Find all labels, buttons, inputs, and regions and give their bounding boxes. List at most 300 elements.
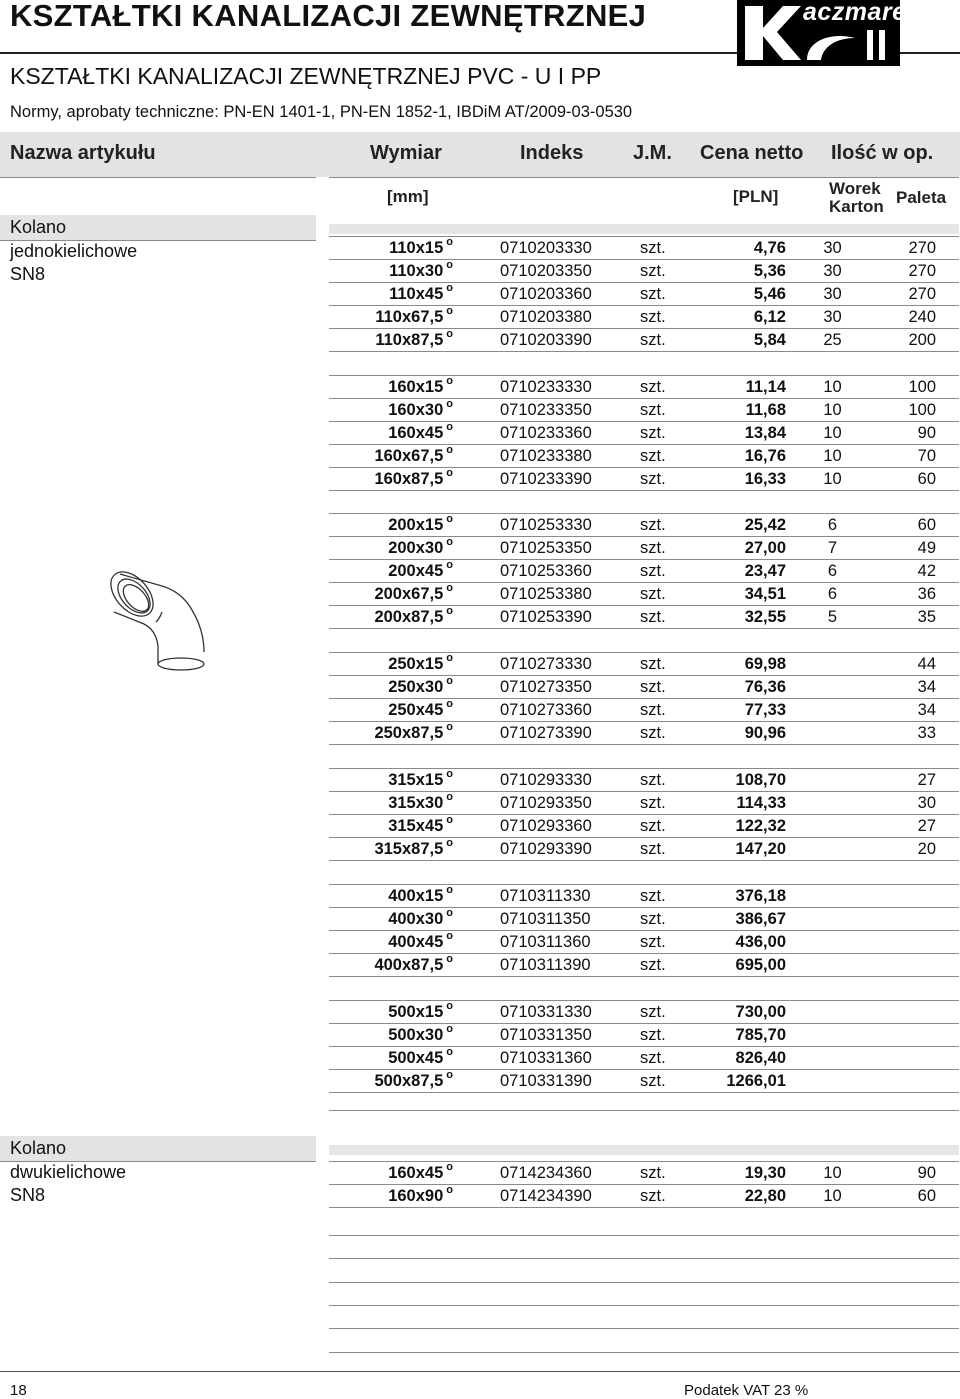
size-cell	[340, 1001, 453, 1023]
degree-icon: o	[446, 259, 453, 271]
size-cell	[340, 422, 453, 444]
price-cell: 32,55	[744, 608, 786, 626]
degree-icon: o	[446, 305, 453, 317]
bag-label: Worek	[829, 179, 881, 198]
unit-cell: szt.	[640, 539, 666, 557]
size-value: 110x67,5	[375, 308, 444, 326]
index-cell: 0710331330	[500, 1003, 592, 1021]
group-class: SN8	[10, 1185, 46, 1205]
size-cell	[340, 1047, 453, 1069]
pallet-qty-cell: 90	[917, 424, 936, 442]
size-value: 200x30	[388, 539, 444, 557]
price-cell: 826,40	[735, 1049, 786, 1067]
row-rule	[329, 628, 959, 629]
size-cell	[340, 1185, 453, 1207]
size-cell	[340, 653, 453, 675]
price-cell: 5,84	[753, 331, 786, 349]
size-cell	[340, 583, 453, 605]
price-cell: 4,76	[753, 239, 786, 257]
index-cell: 0710273350	[500, 678, 592, 696]
index-cell: 0710253330	[500, 516, 592, 534]
price-cell: 34,51	[744, 585, 786, 603]
size-value: 250x30	[388, 678, 444, 696]
index-cell: 0710233390	[500, 470, 592, 488]
price-cell: 11,14	[745, 378, 786, 396]
pallet-qty-cell: 42	[917, 562, 936, 580]
bag-qty-cell	[810, 815, 855, 837]
vat-note: Podatek VAT 23 %	[684, 1382, 809, 1399]
page-number: 18	[10, 1382, 27, 1399]
size-cell	[340, 885, 453, 907]
price-cell: 11,68	[745, 401, 786, 419]
pallet-qty-cell: 70	[917, 447, 936, 465]
size-cell	[340, 283, 453, 305]
price-cell: 6,12	[753, 308, 786, 326]
pallet-qty-cell	[880, 1024, 936, 1046]
price-cell: 27,00	[744, 539, 786, 557]
group-type: jednokielichowe	[10, 241, 138, 261]
bag-qty-cell	[810, 653, 855, 675]
bag-qty-cell	[810, 792, 855, 814]
unit-cell: szt.	[640, 1072, 666, 1090]
degree-icon: o	[446, 282, 453, 294]
group-name: Kolano	[10, 217, 67, 237]
degree-icon: o	[446, 398, 453, 410]
degree-icon: o	[446, 559, 453, 571]
degree-icon: o	[446, 605, 453, 617]
index-cell: 0710233330	[500, 378, 592, 396]
col-name-header: Nazwa artykułu	[10, 142, 156, 164]
pallet-qty-cell: 100	[908, 378, 936, 396]
size-value: 250x15	[388, 655, 444, 673]
index-cell: 0710331350	[500, 1026, 592, 1044]
degree-icon: o	[446, 814, 453, 826]
size-value: 110x15	[389, 239, 444, 257]
degree-icon: o	[446, 582, 453, 594]
size-cell	[340, 537, 453, 559]
pallet-qty-cell: 60	[917, 470, 936, 488]
spacer-rule	[329, 1110, 959, 1111]
size-cell	[340, 769, 453, 791]
index-cell: 0710311360	[500, 933, 591, 951]
degree-icon: o	[446, 421, 453, 433]
size-cell	[340, 676, 453, 698]
bag-qty-cell: 10	[823, 1164, 842, 1182]
group-name: Kolano	[10, 1138, 67, 1158]
bag-qty-cell	[810, 676, 855, 698]
price-cell: 5,36	[753, 262, 786, 280]
size-value: 110x87,5	[375, 331, 444, 349]
size-cell	[340, 838, 453, 860]
unit-cell: szt.	[640, 378, 666, 396]
section-subtitle: KSZTAŁTKI KANALIZACJI ZEWNĘTRZNEJ PVC - U I PP	[10, 63, 602, 89]
price-cell: 19,30	[744, 1164, 786, 1182]
price-cell: 114,33	[736, 794, 786, 812]
degree-icon: o	[446, 467, 453, 479]
size-value: 160x45	[388, 1164, 444, 1182]
pallet-qty-cell	[880, 954, 936, 976]
pallet-qty-cell: 34	[917, 701, 936, 719]
degree-icon: o	[446, 768, 453, 780]
size-cell	[340, 606, 453, 628]
col-qty-header: Ilość w op.	[831, 142, 934, 164]
price-cell: 16,33	[744, 470, 786, 488]
degree-icon: o	[446, 652, 453, 664]
size-value: 200x15	[388, 516, 444, 534]
pallet-qty-cell: 27	[917, 771, 936, 789]
price-cell: 436,00	[735, 933, 786, 951]
size-cell	[340, 237, 453, 259]
unit-cell: szt.	[640, 840, 666, 858]
bag-qty-cell: 10	[823, 447, 842, 465]
size-value: 160x90	[388, 1187, 444, 1205]
index-cell: 0710273390	[500, 724, 592, 742]
size-cell	[340, 399, 453, 421]
price-cell: 13,84	[744, 424, 786, 442]
row-rule	[329, 1092, 959, 1093]
unit-cell: szt.	[640, 1026, 666, 1044]
size-value: 315x15	[388, 771, 444, 789]
degree-icon: o	[446, 837, 453, 849]
unit-cell: szt.	[640, 239, 666, 257]
price-cell: 1266,01	[726, 1072, 786, 1090]
unit-cell: szt.	[640, 655, 666, 673]
size-value: 110x30	[389, 262, 444, 280]
size-cell	[340, 514, 453, 536]
unit-cell: szt.	[640, 1187, 666, 1205]
index-cell: 0710203390	[500, 331, 592, 349]
pallet-qty-cell	[880, 1070, 936, 1092]
index-cell: 0710203360	[500, 285, 592, 303]
size-value: 400x45	[388, 933, 444, 951]
size-value: 200x67,5	[374, 585, 444, 603]
unit-cell: szt.	[640, 910, 666, 928]
bag-qty-cell	[810, 931, 855, 953]
index-cell: 0710331360	[500, 1049, 592, 1067]
unit-cell: szt.	[640, 933, 666, 951]
size-cell	[340, 1024, 453, 1046]
index-cell: 0710273330	[500, 655, 592, 673]
price-cell: 386,67	[735, 910, 786, 928]
index-cell: 0710311350	[500, 910, 591, 928]
logo-text: aczmarek	[803, 0, 921, 26]
index-cell: 0710203380	[500, 308, 592, 326]
unit-cell: szt.	[640, 794, 666, 812]
bag-qty-cell: 10	[823, 1187, 842, 1205]
pallet-qty-cell: 60	[917, 516, 936, 534]
unit-cell: szt.	[640, 470, 666, 488]
size-value: 160x67,5	[374, 447, 444, 465]
size-value: 500x15	[388, 1003, 444, 1021]
bag-qty-cell	[810, 838, 855, 860]
box-label: Karton	[829, 197, 884, 216]
row-rule	[329, 490, 959, 491]
degree-icon: o	[446, 675, 453, 687]
col-size-header: Wymiar	[370, 142, 442, 164]
bag-qty-cell: 10	[823, 424, 842, 442]
pallet-qty-cell	[880, 931, 936, 953]
norms-text: Normy, aprobaty techniczne: PN-EN 1401-1, PN-EN 1852-1, IBDiM AT/2009-03-0530	[10, 103, 633, 121]
size-cell	[340, 260, 453, 282]
elbow-fitting-illustration	[100, 560, 215, 675]
bag-qty-cell	[810, 908, 855, 930]
bag-qty-cell: 25	[823, 331, 842, 349]
size-cell	[340, 1070, 453, 1092]
header-rule-left	[0, 177, 316, 178]
index-cell: 0710233360	[500, 424, 592, 442]
index-cell: 0710273360	[500, 701, 592, 719]
degree-icon: o	[446, 791, 453, 803]
unit-cell: szt.	[640, 771, 666, 789]
bag-qty-cell	[810, 954, 855, 976]
size-value: 200x87,5	[374, 608, 444, 626]
index-cell: 0710293390	[500, 840, 592, 858]
degree-icon: o	[446, 884, 453, 896]
pallet-qty-cell	[880, 908, 936, 930]
index-cell: 0710233350	[500, 401, 592, 419]
bag-qty-cell: 10	[823, 470, 842, 488]
price-cell: 122,32	[735, 817, 786, 835]
pallet-qty-cell	[880, 885, 936, 907]
degree-icon: o	[446, 721, 453, 733]
degree-icon: o	[446, 953, 453, 965]
price-unit-label: [PLN]	[733, 187, 779, 206]
group-header-strip	[329, 1145, 959, 1155]
index-cell: 0710203350	[500, 262, 592, 280]
unit-cell: szt.	[640, 1003, 666, 1021]
unit-cell: szt.	[640, 516, 666, 534]
degree-icon: o	[446, 1023, 453, 1035]
size-cell	[340, 329, 453, 351]
size-value: 315x30	[388, 794, 444, 812]
size-cell	[340, 931, 453, 953]
pallet-qty-cell: 60	[917, 1187, 936, 1205]
company-logo	[737, 0, 921, 66]
bag-qty-cell	[810, 885, 855, 907]
pallet-qty-cell: 44	[917, 655, 936, 673]
index-cell: 0714234360	[500, 1164, 592, 1182]
pallet-qty-cell: 35	[917, 608, 936, 626]
degree-icon: o	[446, 1046, 453, 1058]
unit-cell: szt.	[640, 678, 666, 696]
degree-icon: o	[446, 698, 453, 710]
group-header-strip	[329, 224, 959, 234]
size-cell	[340, 954, 453, 976]
unit-cell: szt.	[640, 562, 666, 580]
unit-cell: szt.	[640, 608, 666, 626]
price-cell: 730,00	[735, 1003, 786, 1021]
pallet-qty-cell	[880, 1001, 936, 1023]
pallet-qty-cell: 240	[908, 308, 936, 326]
col-index-header: Indeks	[520, 142, 584, 164]
size-value: 160x45	[388, 424, 444, 442]
spacer-rule	[329, 1258, 959, 1259]
index-cell: 0710253390	[500, 608, 592, 626]
pallet-qty-cell: 30	[917, 794, 936, 812]
bag-qty-cell: 5	[827, 608, 838, 626]
bag-qty-cell: 7	[827, 539, 838, 557]
size-cell	[340, 560, 453, 582]
degree-icon: o	[446, 1069, 453, 1081]
size-value: 160x30	[388, 401, 444, 419]
row-rule	[329, 860, 959, 861]
bag-qty-cell: 30	[823, 285, 842, 303]
size-value: 250x45	[388, 701, 444, 719]
size-cell	[340, 722, 453, 744]
index-cell: 0710253380	[500, 585, 592, 603]
size-value: 500x45	[388, 1049, 444, 1067]
index-cell: 0710331390	[500, 1072, 592, 1090]
price-cell: 25,42	[744, 516, 786, 534]
row-rule	[329, 744, 959, 745]
bag-qty-cell	[810, 722, 855, 744]
unit-cell: szt.	[640, 424, 666, 442]
size-cell	[340, 468, 453, 490]
group-type: dwukielichowe	[10, 1162, 127, 1182]
pallet-qty-cell: 90	[917, 1164, 936, 1182]
price-cell: 108,70	[735, 771, 786, 789]
size-value: 200x45	[388, 562, 444, 580]
row-rule	[329, 1207, 959, 1208]
bag-qty-cell: 30	[823, 239, 842, 257]
degree-icon: o	[446, 907, 453, 919]
size-value: 250x87,5	[374, 724, 444, 742]
spacer-rule	[329, 1305, 959, 1306]
size-value: 400x15	[388, 887, 444, 905]
col-unit-header: J.M.	[633, 142, 672, 164]
row-rule	[329, 351, 959, 352]
price-cell: 90,96	[744, 724, 786, 742]
degree-icon: o	[446, 236, 453, 248]
index-cell: 0710293360	[500, 817, 592, 835]
bag-qty-cell: 6	[827, 516, 838, 534]
degree-icon: o	[446, 1161, 453, 1173]
price-cell: 695,00	[735, 956, 786, 974]
index-cell: 0710253350	[500, 539, 592, 557]
unit-cell: szt.	[640, 308, 666, 326]
bag-qty-cell: 30	[823, 308, 842, 326]
unit-cell: szt.	[640, 285, 666, 303]
footer-rule	[0, 1371, 960, 1372]
pallet-qty-cell: 36	[917, 585, 936, 603]
size-cell	[340, 815, 453, 837]
spacer-rule	[329, 1352, 959, 1353]
bag-qty-cell: 10	[823, 378, 842, 396]
degree-icon: o	[446, 513, 453, 525]
bag-qty-cell	[810, 1047, 855, 1069]
size-cell	[340, 376, 453, 398]
price-cell: 376,18	[735, 887, 786, 905]
pallet-qty-cell: 27	[917, 817, 936, 835]
spacer-rule	[329, 1328, 959, 1329]
size-value: 500x87,5	[374, 1072, 444, 1090]
size-value: 110x45	[389, 285, 444, 303]
price-cell: 16,76	[744, 447, 786, 465]
size-value: 400x30	[388, 910, 444, 928]
price-cell: 22,80	[744, 1187, 786, 1205]
bag-qty-cell	[810, 1001, 855, 1023]
spacer-rule	[329, 1235, 959, 1236]
degree-icon: o	[446, 1184, 453, 1196]
spacer-rule	[329, 1282, 959, 1283]
degree-icon: o	[446, 328, 453, 340]
degree-icon: o	[446, 444, 453, 456]
size-value: 400x87,5	[374, 956, 444, 974]
size-cell	[340, 792, 453, 814]
size-cell	[340, 306, 453, 328]
unit-cell: szt.	[640, 724, 666, 742]
degree-icon: o	[446, 536, 453, 548]
degree-icon: o	[446, 930, 453, 942]
pallet-qty-cell: 49	[917, 539, 936, 557]
size-cell	[340, 699, 453, 721]
pallet-qty-cell: 270	[908, 285, 936, 303]
bag-qty-cell	[810, 1024, 855, 1046]
pallet-label: Paleta	[896, 188, 947, 207]
group-class: SN8	[10, 264, 46, 284]
price-cell: 69,98	[744, 655, 786, 673]
size-value: 160x87,5	[374, 470, 444, 488]
index-cell: 0710233380	[500, 447, 592, 465]
price-cell: 76,36	[744, 678, 786, 696]
row-rule	[329, 976, 959, 977]
unit-cell: szt.	[640, 887, 666, 905]
unit-cell: szt.	[640, 262, 666, 280]
unit-cell: szt.	[640, 1049, 666, 1067]
unit-cell: szt.	[640, 585, 666, 603]
col-price-header: Cena netto	[700, 142, 804, 164]
index-cell: 0710293330	[500, 771, 592, 789]
size-value: 315x87,5	[374, 840, 444, 858]
pallet-qty-cell	[880, 1047, 936, 1069]
pallet-qty-cell: 200	[908, 331, 936, 349]
unit-cell: szt.	[640, 401, 666, 419]
pallet-qty-cell: 270	[908, 239, 936, 257]
index-cell: 0710203330	[500, 239, 592, 257]
unit-cell: szt.	[640, 447, 666, 465]
pallet-qty-cell: 270	[908, 262, 936, 280]
pallet-qty-cell: 34	[917, 678, 936, 696]
bag-qty-cell: 6	[827, 562, 838, 580]
degree-icon: o	[446, 375, 453, 387]
index-cell: 0714234390	[500, 1187, 592, 1205]
pallet-qty-cell: 100	[908, 401, 936, 419]
degree-icon: o	[446, 1000, 453, 1012]
index-cell: 0710293350	[500, 794, 592, 812]
bag-qty-cell	[810, 769, 855, 791]
bag-qty-cell	[810, 1070, 855, 1092]
price-cell: 23,47	[744, 562, 786, 580]
size-unit-label: [mm]	[387, 187, 429, 206]
price-cell: 785,70	[735, 1026, 786, 1044]
index-cell: 0710311390	[500, 956, 591, 974]
size-cell	[340, 1162, 453, 1184]
size-value: 315x45	[388, 817, 444, 835]
price-cell: 147,20	[735, 840, 786, 858]
price-cell: 77,33	[744, 701, 786, 719]
page-title: KSZTAŁTKI KANALIZACJI ZEWNĘTRZNEJ	[10, 0, 647, 33]
bag-qty-cell: 10	[823, 401, 842, 419]
size-cell	[340, 445, 453, 467]
bag-qty-cell	[810, 699, 855, 721]
unit-cell: szt.	[640, 956, 666, 974]
unit-cell: szt.	[640, 331, 666, 349]
index-cell: 0710253360	[500, 562, 592, 580]
unit-cell: szt.	[640, 817, 666, 835]
pallet-qty-cell: 20	[917, 840, 936, 858]
size-value: 500x30	[388, 1026, 444, 1044]
size-value: 160x15	[388, 378, 444, 396]
